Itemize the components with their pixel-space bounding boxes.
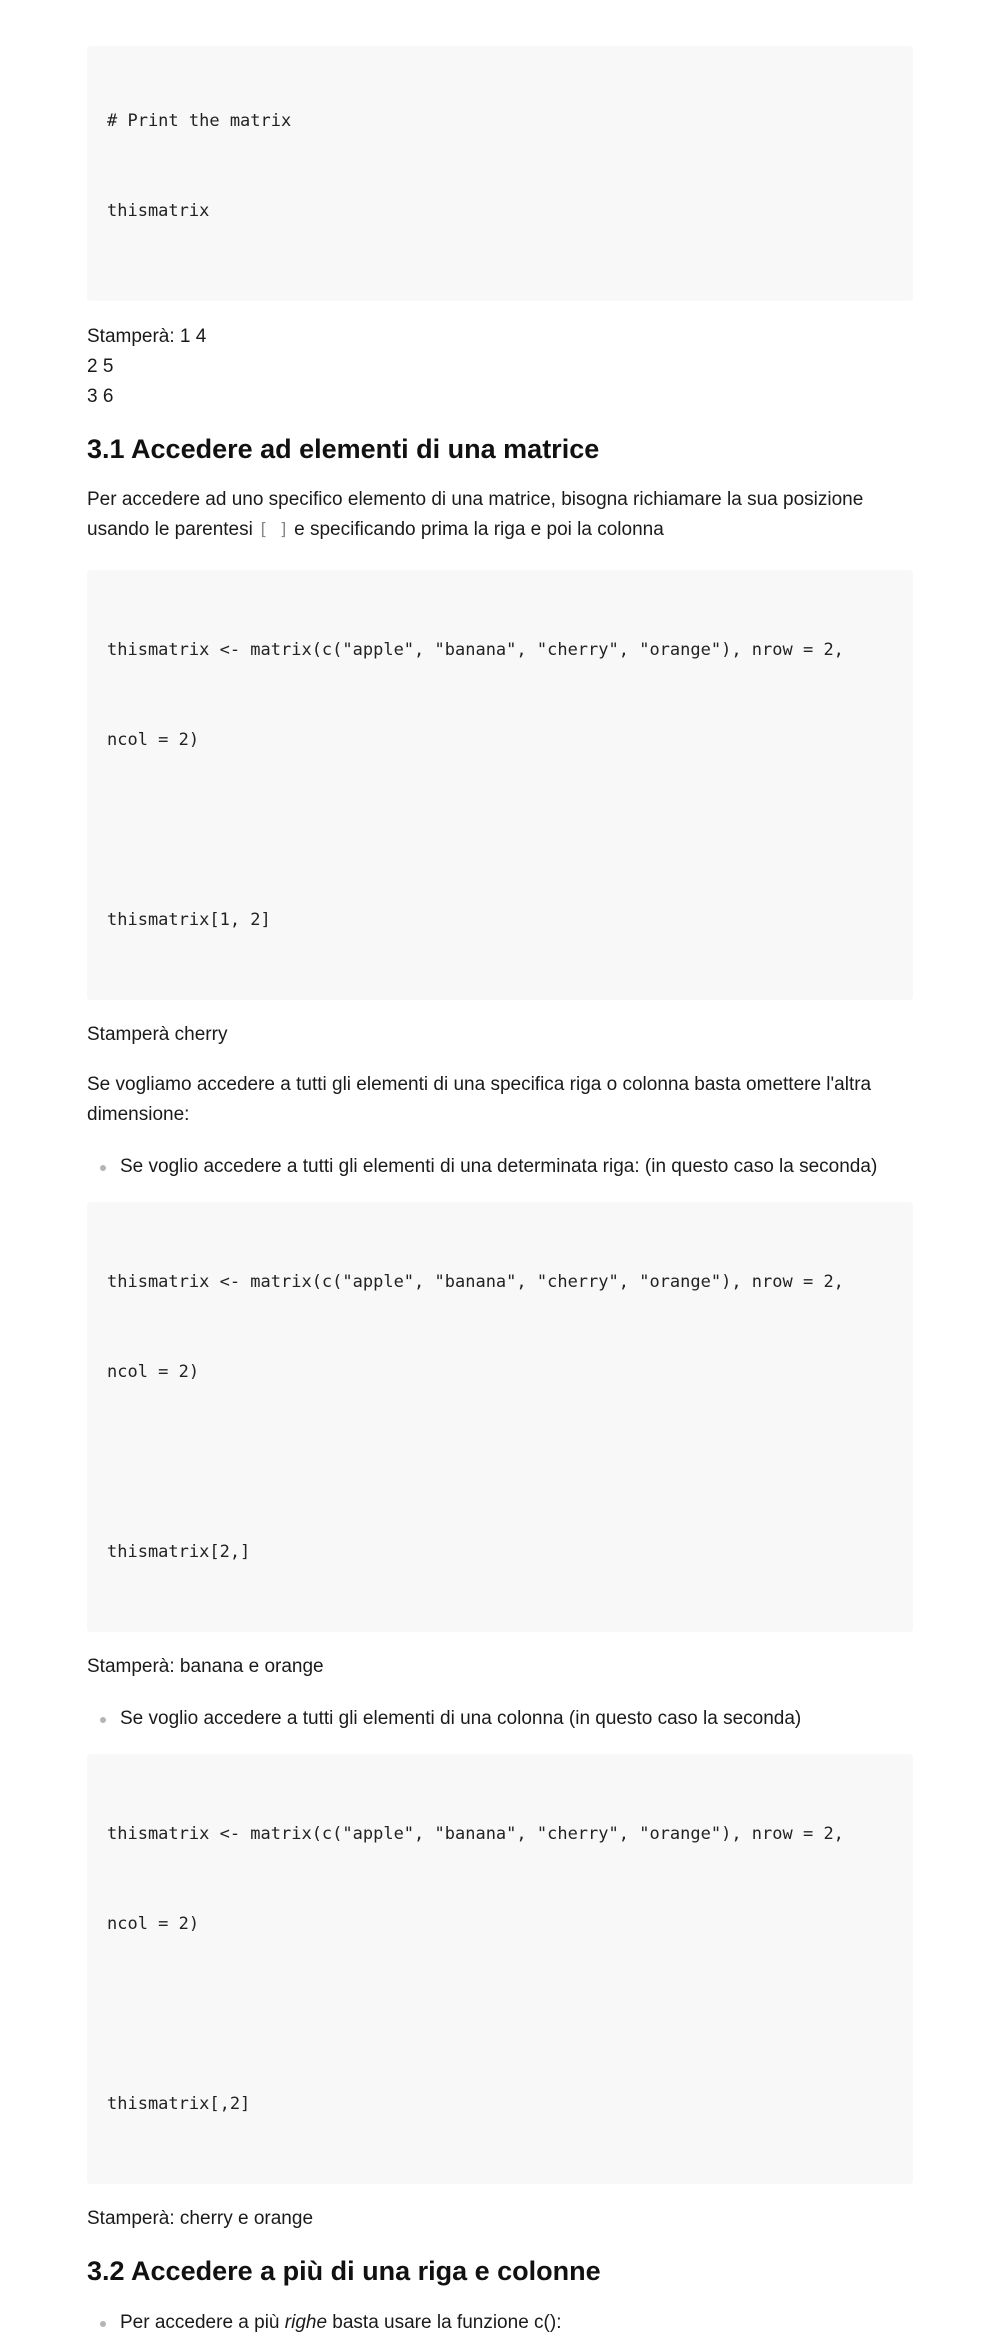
code-line: thismatrix[2,]: [107, 1542, 251, 1562]
brackets-inline-code: [ ]: [258, 520, 289, 540]
bullet-text: basta usare la funzione c():: [327, 2312, 562, 2333]
output-cherry-orange: Stamperà: cherry e orange: [87, 2208, 314, 2229]
code-line: thismatrix[,2]: [107, 2094, 251, 2114]
bullet-item-multiple-rows: [87, 2308, 913, 2338]
intro-text: e specificando prima la riga e poi la colonna: [288, 519, 664, 540]
intro-paragraph: [87, 485, 913, 545]
bullet-list-column: [87, 1704, 913, 1734]
code-block-print-matrix: [87, 46, 913, 301]
bullet-item-row: Se voglio accedere a tutti gli elementi di una determinata riga: (in questo caso la seconda): [87, 1152, 913, 1182]
bullet-text: Per accedere a più: [120, 2312, 285, 2333]
code-blank-line: [107, 1447, 893, 1477]
code-line: ncol = 2): [107, 730, 200, 750]
code-line: ncol = 2): [107, 1914, 200, 1934]
code-line: thismatrix <- matrix(c("apple", "banana", "cherry", "orange"), nrow = 2,: [107, 1272, 844, 1292]
code-line: thismatrix <- matrix(c("apple", "banana", "cherry", "orange"), nrow = 2,: [107, 1824, 844, 1844]
section-heading-3-2: 3.2 Accedere a più di una riga e colonne: [87, 2256, 601, 2286]
code-block-access-column: [87, 1754, 913, 2184]
matrix-output: [87, 322, 913, 412]
output-line: 2 5: [87, 356, 114, 377]
output-banana-orange: Stamperà: banana e orange: [87, 1656, 324, 1677]
code-line: thismatrix <- matrix(c("apple", "banana", "cherry", "orange"), nrow = 2,: [107, 640, 844, 660]
code-blank-line: [107, 1999, 893, 2029]
code-line: # Print the matrix: [107, 111, 292, 131]
intro-text: Per accedere ad uno specifico elemento di una matrice, bisogna richiamare la sua posizione usando le parentesi: [87, 489, 864, 540]
code-blank-line: [107, 815, 893, 845]
bullet-list-row: [87, 1152, 913, 1182]
section-heading-3-1: 3.1 Accedere ad elementi di una matrice: [87, 434, 600, 464]
bullet-list-multiple-rows: [87, 2308, 913, 2338]
code-block-access-row: [87, 1202, 913, 1632]
document-page: [87, 46, 913, 2338]
code-line: ncol = 2): [107, 1362, 200, 1382]
paragraph-omit-dimension: Se vogliamo accedere a tutti gli elementi di una specifica riga o colonna basta omettere l'altra dimensione:: [87, 1074, 872, 1125]
output-line: Stamperà: 1 4: [87, 326, 207, 347]
code-block-access-element: [87, 570, 913, 1000]
code-line: thismatrix[1, 2]: [107, 910, 271, 930]
output-cherry: Stamperà cherry: [87, 1024, 228, 1045]
output-line: 3 6: [87, 386, 114, 407]
bullet-italic-righe: righe: [284, 2312, 328, 2333]
bullet-item-column: Se voglio accedere a tutti gli elementi di una colonna (in questo caso la seconda): [87, 1704, 913, 1734]
code-line: thismatrix: [107, 201, 210, 221]
